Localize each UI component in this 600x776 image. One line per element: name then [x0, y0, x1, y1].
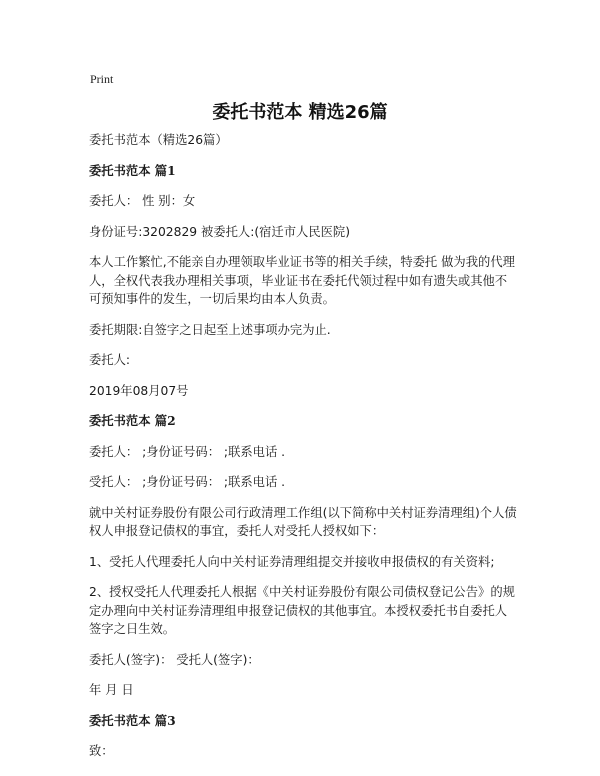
paragraph: 身份证号:3202829 被委托人:(宿迁市人民医院): [89, 224, 351, 239]
paragraph: 委托人： ;身份证号码： ;联系电话 .: [89, 444, 286, 459]
section-heading-3: 委托书范本 篇3: [89, 712, 176, 728]
date-line: 2019年08月07号: [89, 383, 189, 398]
paragraph: 致：: [89, 744, 114, 758]
signature-line: 委托人(签字)： 受托人(签字)：: [89, 652, 260, 667]
paragraph: 委托人:: [89, 353, 131, 367]
paragraph: 委托人： 性 别：女: [89, 194, 196, 208]
document-body: [89, 131, 519, 773]
print-label: Print: [90, 72, 114, 86]
paragraph: 就中关村证券股份有限公司行政清理工作组(以下简称中关村证券清理组)个人债权人申报登记债权的事宜，委托人对受托人授权如下：: [89, 505, 517, 538]
paragraph: 本人工作繁忙,不能亲自办理领取毕业证书等的相关手续，特委托 做为我的代理人，全权代表我办理相关事项，毕业证书在委托代领过程中如有遗失或其他不可预知事件的发生，一切后果均由本人负责。: [89, 255, 515, 306]
paragraph: 1、受托人代理委托人向中关村证券清理组提交并接收申报债权的有关资料;: [89, 554, 495, 569]
paragraph: 受托人： ;身份证号码： ;联系电话 .: [89, 475, 286, 489]
paragraph: 委托期限:自签字之日起至上述事项办完为止.: [89, 322, 331, 337]
date-line: 年 月 日: [89, 683, 134, 697]
section-heading-2: 委托书范本 篇2: [89, 413, 176, 428]
section-heading-1: 委托书范本 篇1: [89, 162, 176, 178]
paragraph: 2、授权受托人代理委托人根据《中关村证券股份有限公司债权登记公告》的规定办理向中关村证券清理组申报登记债权的其他事宜。本授权委托书自委托人签字之日生效。: [89, 585, 515, 636]
document-subtitle: 委托书范本（精选26篇）: [89, 133, 228, 147]
document-title: 委托书范本 精选26篇: [212, 102, 388, 123]
